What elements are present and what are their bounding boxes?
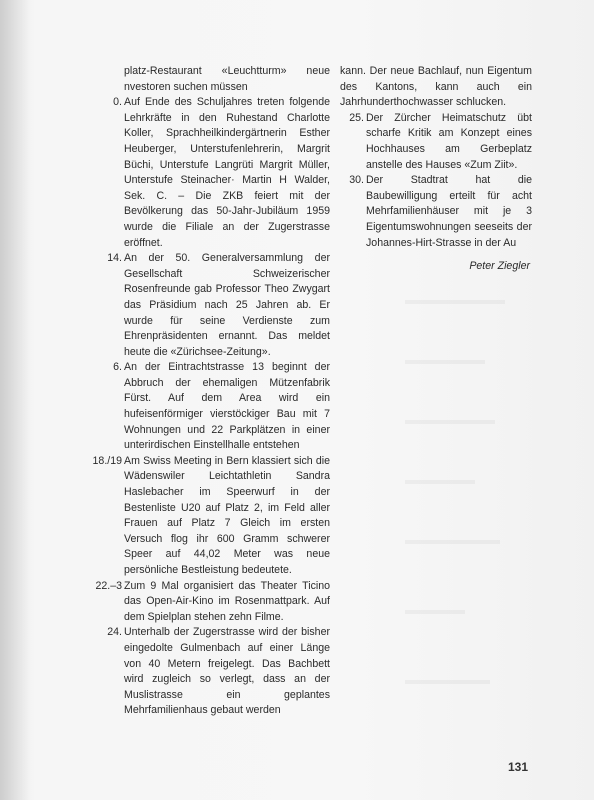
- bleed-through-line: [405, 540, 500, 544]
- left-column: [92, 64, 330, 719]
- chronicle-entry: [98, 625, 330, 719]
- column-continuation-text: kann. Der neue Bachlauf, nun Eigentum des Kantons, kann auch ein Jahrhunderthochwasser schlucken.: [340, 65, 532, 109]
- bleed-through-line: [405, 610, 465, 614]
- entry-text: Der Zürcher Heimatschutz übt scharfe Kritik am Konzept eines Hochhauses am Gerbeplatz anstelle des Hauses «Zum Ziit».: [366, 111, 532, 171]
- gutter-shadow: [0, 0, 30, 800]
- bleed-through-line: [405, 300, 505, 304]
- bleed-through-line: [405, 680, 490, 684]
- page-number: 131: [508, 760, 529, 774]
- entry-date: 25.: [349, 111, 364, 124]
- entry-text: Auf Ende des Schuljahres treten folgende Lehrkräfte in den Ruhestand Charlotte Koller, Sprachheilkindergärtnerin Esther Heuberger, Unterstufenlehrerin, Margrit Büchi, Unterstufe Langrüti Margrit Müller, Unterstufe Steinacher· Martin H Walder, Sek. C. – Die ZKB feiert mit der Bevölkerung das 50-Jahr-Jubiläum 1959 wurde die Filiale an der Zugerstrasse eröffnet.: [124, 96, 330, 249]
- entry-date: 24.: [107, 626, 122, 639]
- author-signature: Peter Ziegler: [469, 260, 530, 273]
- entry-text: Am Swiss Meeting in Bern klassiert sich die Wädenswiler Leichtathletin Sandra Haslebacher im Speerwurf in der Bestenliste U20 auf Platz 2, im Feld aller Frauen auf Platz 7 Gleich im ersten Versuch flog ihr 600 Gramm schwerer Speer auf 44,02 Meter was neue persönliche Bestleistung bedeutete.: [124, 454, 330, 576]
- chronicle-entry: [340, 173, 532, 251]
- bleed-through-line: [405, 420, 495, 424]
- entry-text: Unterhalb der Zugerstrasse wird der bisher eingedolte Gulmenbach auf einer Länge von 40 Metern freigelegt. Das Bachbett wird zugleich so verlegt, dass an der Muslistrasse ein geplantes Mehrfamilienhaus gebaut werden: [124, 626, 330, 717]
- entry-text: An der 50. Generalversammlung der Gesellschaft Schweizerischer Rosenfreunde gab Professor Theo Zwygart das Präsidium nach 25 Jahren ab. Er wurde für seine Verdienste zum Ehrenpräsidenten ernannt. Das meldet heute die «Zürichsee-Zeitung».: [124, 252, 330, 358]
- entry-date: 14.: [107, 252, 122, 265]
- bleed-through-line: [405, 480, 475, 484]
- entry-date: 30.: [349, 174, 364, 187]
- chronicle-entry: [98, 360, 330, 454]
- entry-text: An der Eintrachtstrasse 13 beginnt der Abbruch der ehemaligen Mützenfabrik Fürst. Auf dem Area wird ein hufeisenförmiger vierstöckiger Bau mit 7 Wohnungen und 22 Parkplätzen in einer unterirdischen Einstellhalle entstehen: [124, 361, 330, 452]
- chronicle-entry: [95, 579, 330, 626]
- entry-date: 6.: [113, 361, 122, 374]
- chronicle-entry: [98, 251, 330, 360]
- entry-text: Zum 9 Mal organisiert das Theater Ticino das Open-Air-Kino im Rosenmattpark. Auf dem Spielplan stehen zehn Filme.: [124, 579, 330, 623]
- bleed-through-line: [405, 360, 485, 364]
- entry-date: 18./19: [92, 454, 122, 467]
- chronicle-entry: [340, 111, 532, 173]
- chronicle-entry: [92, 454, 330, 579]
- column-intro-text: platz-Restaurant «Leuchtturm» neue nvestoren suchen müssen: [124, 65, 330, 93]
- chronicle-entry: [98, 95, 330, 251]
- right-column: [340, 64, 532, 275]
- entry-date: 22.–3: [95, 579, 122, 592]
- entry-text: Der Stadtrat hat die Baubewilligung erteilt für acht Mehrfamilienhäuser mit je 3 Eigentumswohnungen seeseits der Johannes-Hirt-Strasse in der Au: [366, 174, 532, 249]
- entry-date: 0.: [113, 96, 122, 109]
